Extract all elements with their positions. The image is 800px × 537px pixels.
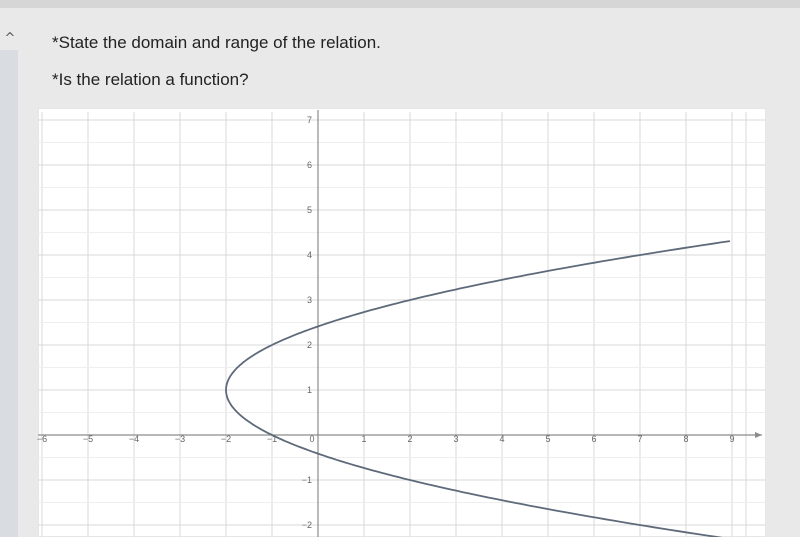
y-tick-label: −2 [301,520,312,530]
x-tick-label: −5 [82,434,94,444]
relation-graph [38,108,766,537]
x-tick-label: −3 [174,434,186,444]
x-axis-arrow [755,432,762,438]
x-tick-label: 0 [309,434,315,444]
x-tick-label: 6 [591,434,597,444]
y-tick-label: 2 [306,340,312,350]
collapse-button[interactable] [2,32,18,46]
y-tick-label: 4 [306,250,312,260]
y-tick-label: 3 [306,295,312,305]
y-tick-label: 7 [306,115,312,125]
chevron-up-icon: ^ [4,31,16,46]
series-curve [226,241,733,537]
y-tick-label: 6 [306,160,312,170]
x-tick-label: 8 [683,434,689,444]
y-tick-label: 5 [306,205,312,215]
x-tick-label: 9 [729,434,735,444]
question-domain-range: *State the domain and range of the relation. [52,33,381,52]
x-tick-label: −6 [36,434,48,444]
x-tick-label: 5 [545,434,551,444]
x-tick-label: 3 [453,434,459,444]
y-tick-label: −1 [301,475,312,485]
x-tick-label: −4 [128,434,140,444]
x-tick-label: −1 [266,434,278,444]
x-tick-label: −2 [220,434,232,444]
side-panel [0,50,18,537]
y-tick-label: 1 [306,385,312,395]
x-tick-label: 1 [361,434,367,444]
x-tick-label: 7 [637,434,643,444]
top-divider [0,0,800,8]
graph-panel [38,108,766,537]
x-tick-label: 4 [499,434,505,444]
x-tick-label: 2 [407,434,413,444]
question-is-function: *Is the relation a function? [52,70,249,89]
